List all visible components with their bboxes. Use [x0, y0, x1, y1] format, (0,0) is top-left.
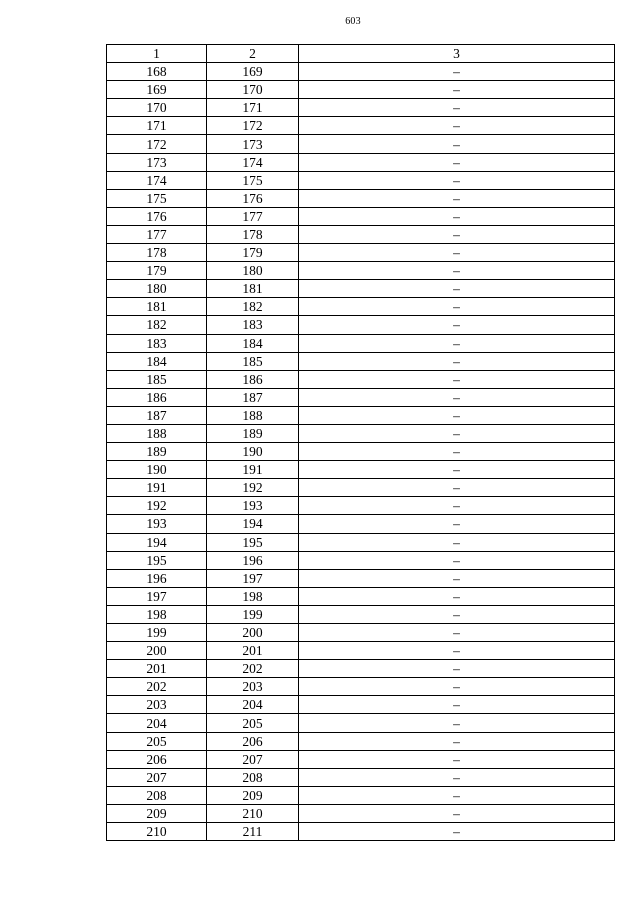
table-cell-col-1: 195	[107, 551, 207, 569]
table-cell-col-2: 201	[207, 642, 299, 660]
table-cell-col-1: 204	[107, 714, 207, 732]
table-cell-col-2: 180	[207, 262, 299, 280]
table-row	[107, 225, 615, 243]
table-cell-col-1: 169	[107, 81, 207, 99]
table-cell-col-1: 197	[107, 587, 207, 605]
table-row	[107, 569, 615, 587]
table-cell-col-2: 175	[207, 171, 299, 189]
table-cell-col-3: –	[299, 117, 615, 135]
table-cell-col-1: 174	[107, 171, 207, 189]
table-cell-col-3: –	[299, 316, 615, 334]
table-header-row	[107, 45, 615, 63]
column-header-3: 3	[299, 45, 615, 63]
table-cell-col-2: 186	[207, 370, 299, 388]
table-cell-col-3: –	[299, 334, 615, 352]
table-cell-col-2: 169	[207, 63, 299, 81]
table-cell-col-1: 173	[107, 153, 207, 171]
table-cell-col-3: –	[299, 135, 615, 153]
table-row	[107, 714, 615, 732]
table-cell-col-2: 187	[207, 388, 299, 406]
table-cell-col-1: 182	[107, 316, 207, 334]
table-cell-col-1: 198	[107, 605, 207, 623]
table-cell-col-3: –	[299, 587, 615, 605]
table-cell-col-1: 187	[107, 406, 207, 424]
table-cell-col-1: 183	[107, 334, 207, 352]
table-cell-col-3: –	[299, 624, 615, 642]
table-row	[107, 461, 615, 479]
table-cell-col-3: –	[299, 678, 615, 696]
table-row	[107, 624, 615, 642]
table-cell-col-3: –	[299, 823, 615, 841]
table-cell-col-2: 210	[207, 804, 299, 822]
table-cell-col-2: 200	[207, 624, 299, 642]
table-cell-col-3: –	[299, 750, 615, 768]
table-row	[107, 660, 615, 678]
table-cell-col-1: 186	[107, 388, 207, 406]
table-cell-col-1: 203	[107, 696, 207, 714]
table-row	[107, 479, 615, 497]
table-cell-col-2: 193	[207, 497, 299, 515]
table-cell-col-3: –	[299, 171, 615, 189]
table-cell-col-3: –	[299, 388, 615, 406]
table-cell-col-1: 171	[107, 117, 207, 135]
table-row	[107, 497, 615, 515]
table-cell-col-1: 185	[107, 370, 207, 388]
table-cell-col-1: 184	[107, 352, 207, 370]
table-cell-col-1: 176	[107, 207, 207, 225]
table-cell-col-2: 202	[207, 660, 299, 678]
table-row	[107, 732, 615, 750]
table-cell-col-2: 179	[207, 244, 299, 262]
table-row	[107, 388, 615, 406]
table-cell-col-3: –	[299, 497, 615, 515]
table-row	[107, 804, 615, 822]
table-cell-col-1: 192	[107, 497, 207, 515]
table-row	[107, 605, 615, 623]
table-cell-col-1: 201	[107, 660, 207, 678]
table-row	[107, 316, 615, 334]
table-cell-col-3: –	[299, 189, 615, 207]
table-cell-col-2: 174	[207, 153, 299, 171]
table-cell-col-1: 205	[107, 732, 207, 750]
table-cell-col-3: –	[299, 424, 615, 442]
table-cell-col-1: 200	[107, 642, 207, 660]
table-cell-col-2: 192	[207, 479, 299, 497]
table-cell-col-3: –	[299, 696, 615, 714]
table-row	[107, 352, 615, 370]
table-row	[107, 768, 615, 786]
table-header	[107, 45, 615, 63]
table-row	[107, 533, 615, 551]
table-cell-col-1: 210	[107, 823, 207, 841]
table-cell-col-2: 196	[207, 551, 299, 569]
table-cell-col-2: 176	[207, 189, 299, 207]
column-header-2: 2	[207, 45, 299, 63]
table-cell-col-3: –	[299, 642, 615, 660]
table-row	[107, 642, 615, 660]
table-row	[107, 280, 615, 298]
table-cell-col-3: –	[299, 207, 615, 225]
table-cell-col-3: –	[299, 406, 615, 424]
table-cell-col-1: 188	[107, 424, 207, 442]
table-cell-col-3: –	[299, 768, 615, 786]
table-cell-col-2: 184	[207, 334, 299, 352]
table-cell-col-3: –	[299, 63, 615, 81]
table-row	[107, 262, 615, 280]
table-cell-col-1: 180	[107, 280, 207, 298]
table-row	[107, 406, 615, 424]
table-row	[107, 515, 615, 533]
table-cell-col-1: 179	[107, 262, 207, 280]
table-cell-col-3: –	[299, 569, 615, 587]
table-cell-col-1: 194	[107, 533, 207, 551]
table-row	[107, 678, 615, 696]
table-cell-col-1: 172	[107, 135, 207, 153]
table-cell-col-3: –	[299, 804, 615, 822]
table-cell-col-2: 205	[207, 714, 299, 732]
table-cell-col-2: 189	[207, 424, 299, 442]
table-cell-col-2: 207	[207, 750, 299, 768]
table-cell-col-2: 170	[207, 81, 299, 99]
table-cell-col-1: 206	[107, 750, 207, 768]
table-row	[107, 63, 615, 81]
table-row	[107, 153, 615, 171]
table-cell-col-1: 181	[107, 298, 207, 316]
table-cell-col-2: 188	[207, 406, 299, 424]
table-row	[107, 171, 615, 189]
table-cell-col-3: –	[299, 443, 615, 461]
table-cell-col-1: 207	[107, 768, 207, 786]
table-cell-col-2: 182	[207, 298, 299, 316]
table-cell-col-3: –	[299, 461, 615, 479]
table-cell-col-2: 198	[207, 587, 299, 605]
table-cell-col-3: –	[299, 515, 615, 533]
table-cell-col-3: –	[299, 153, 615, 171]
table-cell-col-3: –	[299, 81, 615, 99]
table-row	[107, 696, 615, 714]
table-cell-col-3: –	[299, 714, 615, 732]
table-cell-col-3: –	[299, 298, 615, 316]
table-cell-col-1: 193	[107, 515, 207, 533]
table-cell-col-3: –	[299, 99, 615, 117]
table-cell-col-1: 196	[107, 569, 207, 587]
table-row	[107, 823, 615, 841]
table-cell-col-3: –	[299, 605, 615, 623]
table-cell-col-3: –	[299, 244, 615, 262]
table-cell-col-3: –	[299, 551, 615, 569]
table-cell-col-1: 178	[107, 244, 207, 262]
table-cell-col-1: 170	[107, 99, 207, 117]
table-cell-col-2: 195	[207, 533, 299, 551]
table-cell-col-2: 199	[207, 605, 299, 623]
table-cell-col-2: 177	[207, 207, 299, 225]
table-row	[107, 189, 615, 207]
table-body	[107, 63, 615, 841]
table-cell-col-2: 191	[207, 461, 299, 479]
table-cell-col-2: 206	[207, 732, 299, 750]
table-cell-col-1: 199	[107, 624, 207, 642]
table-cell-col-2: 194	[207, 515, 299, 533]
table-cell-col-2: 203	[207, 678, 299, 696]
table-cell-col-2: 181	[207, 280, 299, 298]
table-row	[107, 551, 615, 569]
table-cell-col-3: –	[299, 786, 615, 804]
table-row	[107, 786, 615, 804]
table-cell-col-3: –	[299, 370, 615, 388]
table-row	[107, 334, 615, 352]
table-cell-col-3: –	[299, 732, 615, 750]
table-cell-col-1: 175	[107, 189, 207, 207]
table-row	[107, 424, 615, 442]
table-cell-col-1: 209	[107, 804, 207, 822]
table-cell-col-3: –	[299, 352, 615, 370]
page-number: 603	[345, 16, 361, 27]
table-row	[107, 370, 615, 388]
table-row	[107, 244, 615, 262]
table-row	[107, 207, 615, 225]
table-cell-col-2: 197	[207, 569, 299, 587]
table-cell-col-2: 208	[207, 768, 299, 786]
table-row	[107, 135, 615, 153]
table-row	[107, 298, 615, 316]
table-cell-col-1: 189	[107, 443, 207, 461]
table-cell-col-2: 171	[207, 99, 299, 117]
table-cell-col-3: –	[299, 262, 615, 280]
table-cell-col-1: 208	[107, 786, 207, 804]
data-table	[106, 44, 615, 841]
table-row	[107, 750, 615, 768]
table-row	[107, 443, 615, 461]
table-cell-col-3: –	[299, 533, 615, 551]
table-cell-col-1: 190	[107, 461, 207, 479]
column-header-1: 1	[107, 45, 207, 63]
table-cell-col-1: 191	[107, 479, 207, 497]
table-row	[107, 117, 615, 135]
table-cell-col-2: 190	[207, 443, 299, 461]
table-cell-col-2: 173	[207, 135, 299, 153]
table-cell-col-2: 211	[207, 823, 299, 841]
table-cell-col-2: 185	[207, 352, 299, 370]
table-cell-col-2: 178	[207, 225, 299, 243]
table-cell-col-3: –	[299, 660, 615, 678]
table-cell-col-3: –	[299, 479, 615, 497]
table-cell-col-3: –	[299, 225, 615, 243]
table-cell-col-2: 172	[207, 117, 299, 135]
table-cell-col-1: 177	[107, 225, 207, 243]
table-cell-col-1: 202	[107, 678, 207, 696]
table-cell-col-2: 183	[207, 316, 299, 334]
table-row	[107, 81, 615, 99]
table-row	[107, 99, 615, 117]
table-cell-col-1: 168	[107, 63, 207, 81]
table-cell-col-3: –	[299, 280, 615, 298]
table-cell-col-2: 209	[207, 786, 299, 804]
table-cell-col-2: 204	[207, 696, 299, 714]
table-row	[107, 587, 615, 605]
